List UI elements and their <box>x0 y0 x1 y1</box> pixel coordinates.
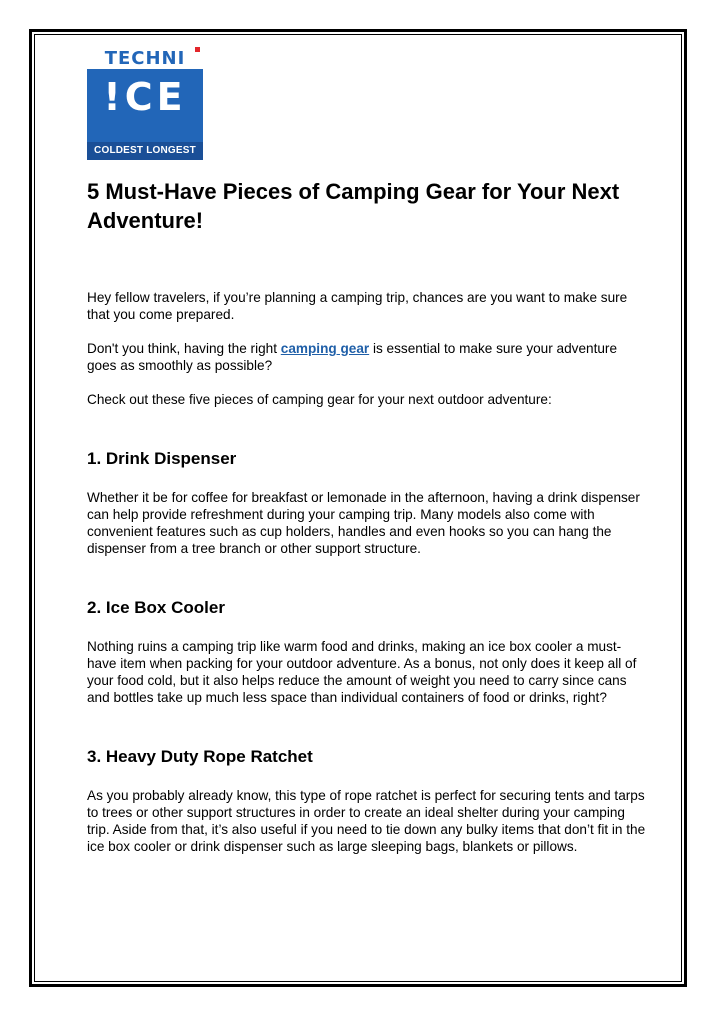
logo-tagline: COLDEST LONGEST <box>87 142 203 160</box>
intro-paragraph-2 <box>87 340 647 374</box>
logo-red-dot <box>195 47 200 52</box>
section-heading: 3. Heavy Duty Rope Ratchet <box>87 747 313 766</box>
camping-gear-link[interactable]: camping gear <box>280 341 370 356</box>
intro-paragraph-1: Hey fellow travelers, if you’re planning a camping trip, chances are you want to make sure that you come prepared. <box>87 290 628 322</box>
section-heading: 1. Drink Dispenser <box>87 449 237 468</box>
section-heading: 2. Ice Box Cooler <box>87 598 225 617</box>
section-body: As you probably already know, this type of rope ratchet is perfect for securing tents and tarps to trees or other support structures in order to create an ideal shelter during your camping trip. Aside from that, it’s also useful if you need to tie down any bulky items that don’t fit in the ice box cooler or drink dispenser such as large sleeping bags, blankets or pillows. <box>87 788 646 854</box>
intro-paragraph-3: Check out these five pieces of camping gear for your next outdoor adventure: <box>87 392 552 407</box>
article-title: 5 Must-Have Pieces of Camping Gear for Your Next Adventure! <box>87 179 620 233</box>
techni-ice-logo <box>87 45 203 160</box>
logo-wordmark-top: TECHNI <box>104 48 186 69</box>
logo-wordmark-bottom: !CE <box>103 75 187 119</box>
section-body: Nothing ruins a camping trip like warm food and drinks, making an ice box cooler a must-have item when packing for your outdoor adventure. As a bonus, not only does it keep all of your food cold, but it also helps reduce the amount of weight you need to carry since cans and bottles take up much less space than individual containers of food or drinks, right? <box>87 639 637 705</box>
intro-2-text-after: is essential to make sure your adventure goes as smoothly as possible? <box>87 341 618 373</box>
article-content <box>87 177 647 855</box>
section-body: Whether it be for coffee for breakfast or lemonade in the afternoon, having a drink dispenser can help provide refreshment during your camping trip. Many models also come with convenient features such as cup holders, handles and even hooks so you can hang the dispenser from a tree branch or other support structure. <box>87 490 640 556</box>
intro-2-text-before: Don't you think, having the right <box>87 341 281 356</box>
